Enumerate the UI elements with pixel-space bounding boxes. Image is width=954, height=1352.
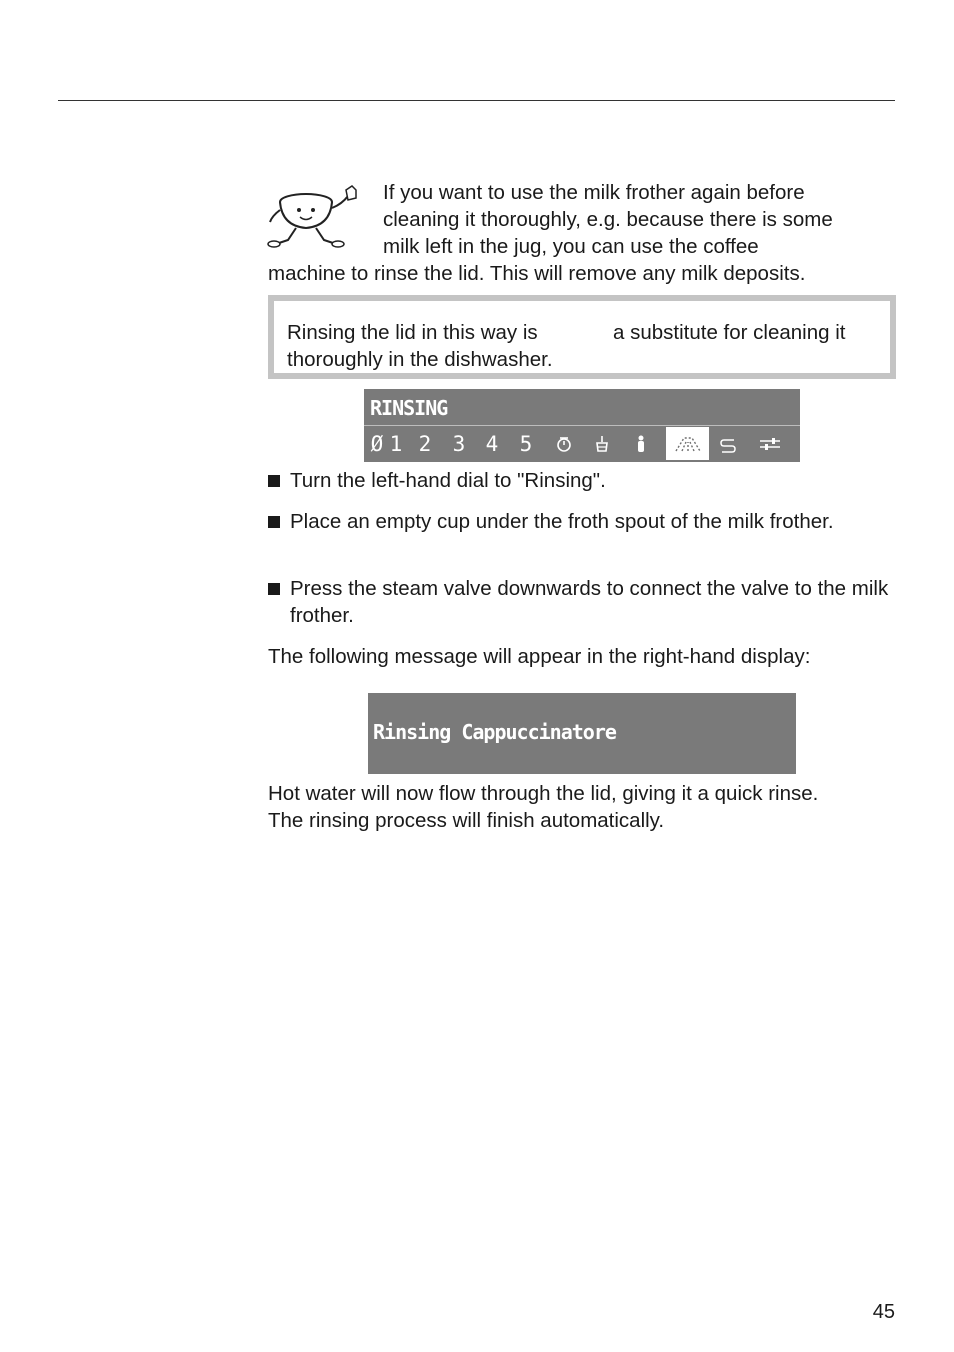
- timer-icon: [551, 427, 577, 460]
- message-display: [368, 693, 796, 774]
- dial-zero: Ø: [370, 431, 384, 456]
- dial-number: 5: [519, 431, 533, 456]
- warning-text-line2: thoroughly in the dishwasher.: [287, 348, 553, 371]
- dial-display: [364, 389, 800, 462]
- bullet-square-icon: [268, 583, 280, 595]
- intro-message: The following message will appear in the right-hand display:: [268, 645, 811, 668]
- outro-line: Hot water will now flow through the lid, giving it a quick rinse.: [268, 782, 819, 805]
- step-text: Turn the left-hand dial to "Rinsing".: [290, 469, 606, 492]
- tip-line: cleaning it thoroughly, e.g. because there is some: [383, 208, 833, 231]
- warning-text-part1: Rinsing the lid in this way is: [287, 321, 538, 344]
- step-text: Press the steam valve downwards to connect the valve to the milk frother.: [290, 577, 889, 627]
- display-message-text: Rinsing Cappuccinatore: [373, 720, 616, 744]
- display-title: RINSING: [370, 396, 448, 420]
- display-divider: [364, 425, 800, 426]
- bullet-square-icon: [268, 516, 280, 528]
- outro-paragraph: [268, 780, 898, 834]
- settings-icon: [754, 427, 786, 460]
- cup-mascot-thumbs-up-icon: [266, 182, 366, 252]
- rinse-icon: [666, 427, 709, 460]
- dial-number: 1: [389, 431, 403, 456]
- warning-text-part2: a substitute for cleaning it: [613, 321, 846, 344]
- tip-continuation: machine to rinse the lid. This will remove any milk deposits.: [268, 262, 806, 285]
- figure-icon: [628, 427, 654, 460]
- dial-number: 2: [418, 431, 432, 456]
- tip-line: If you want to use the milk frother again before: [383, 181, 805, 204]
- step-text: Place an empty cup under the froth spout of the milk frother.: [290, 510, 834, 533]
- outro-line: The rinsing process will finish automatically.: [268, 809, 665, 832]
- tip-paragraph: [383, 179, 898, 260]
- header-rule: [58, 100, 895, 101]
- bullet-square-icon: [268, 475, 280, 487]
- page-number: 45: [872, 1301, 895, 1323]
- dial-number: 3: [452, 431, 466, 456]
- warning-box: [268, 295, 896, 379]
- tip-line: milk left in the jug, you can use the coffee: [383, 235, 759, 258]
- dial-number: 4: [485, 431, 499, 456]
- cup-icon: [589, 427, 615, 460]
- steam-icon: [715, 427, 741, 460]
